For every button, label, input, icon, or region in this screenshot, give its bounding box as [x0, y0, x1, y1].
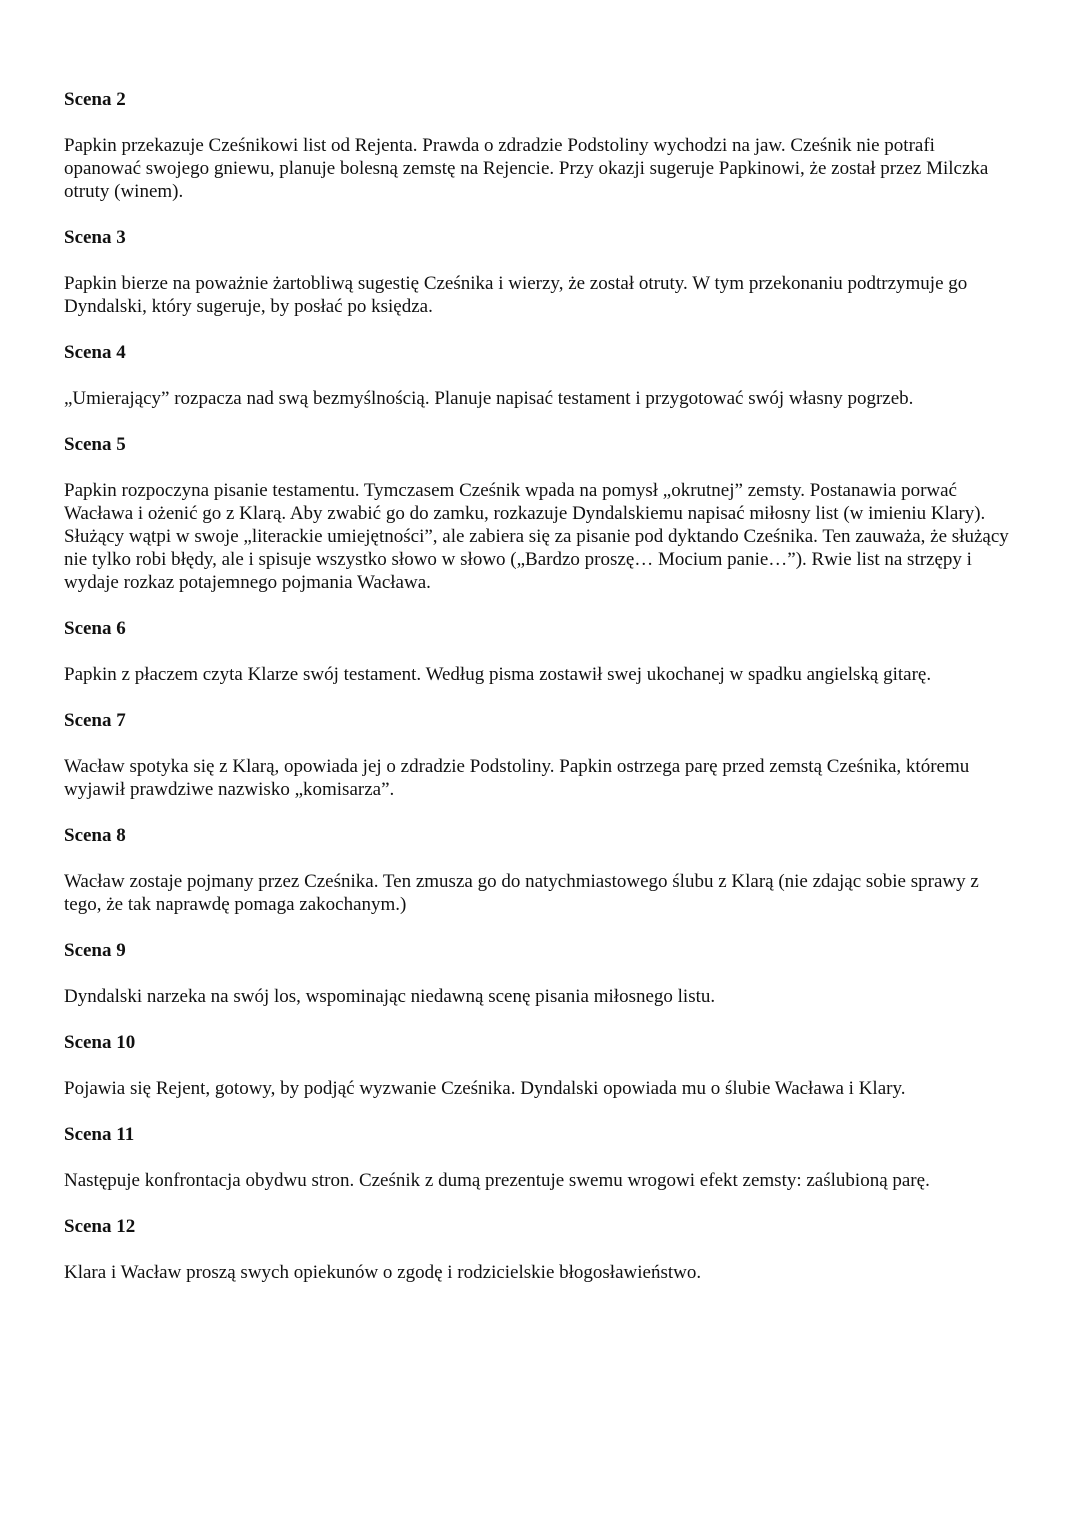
- scene-text: Papkin przekazuje Cześnikowi list od Rejenta. Prawda o zdradzie Podstoliny wychodzi na jaw. Cześnik nie potrafi opanować swojego gniewu, planuje bolesną zemstę na Rejencie. Przy okazji sugeruje Papkinowi, że został przez Milczka otruty (winem).: [64, 135, 989, 202]
- scene-section: [64, 939, 1014, 1008]
- scene-text: Wacław zostaje pojmany przez Cześnika. Ten zmusza go do natychmiastowego ślubu z Klarą (nie zdając sobie sprawy z tego, że tak naprawdę pomaga zakochanym.): [64, 871, 979, 915]
- scene-section: [64, 1031, 1014, 1100]
- scene-text: Klara i Wacław proszą swych opiekunów o zgodę i rodzicielskie błogosławieństwo.: [64, 1262, 702, 1283]
- scene-heading: Scena 9: [64, 940, 126, 961]
- scene-text: Następuje konfrontacja obydwu stron. Cześnik z dumą prezentuje swemu wrogowi efekt zemsty: zaślubioną parę.: [64, 1170, 930, 1191]
- scene-heading: Scena 8: [64, 825, 126, 846]
- scene-text: Wacław spotyka się z Klarą, opowiada jej o zdradzie Podstoliny. Papkin ostrzega parę przed zemstą Cześnika, któremu wyjawił prawdziwe nazwisko „komisarza”.: [64, 756, 970, 800]
- scene-text: Pojawia się Rejent, gotowy, by podjąć wyzwanie Cześnika. Dyndalski opowiada mu o ślubie Wacława i Klary.: [64, 1078, 906, 1099]
- scene-heading: Scena 3: [64, 227, 126, 248]
- scene-section: [64, 709, 1014, 801]
- scene-text: Papkin bierze na poważnie żartobliwą sugestię Cześnika i wierzy, że został otruty. W tym przekonaniu podtrzymuje go Dyndalski, który sugeruje, by posłać po księdza.: [64, 273, 968, 317]
- scene-section: [64, 617, 1014, 686]
- document-page: [64, 88, 1014, 1307]
- scene-text: „Umierający” rozpacza nad swą bezmyślnością. Planuje napisać testament i przygotować swój własny pogrzeb.: [64, 388, 914, 409]
- scene-section: [64, 433, 1014, 594]
- scene-section: [64, 1215, 1014, 1284]
- scene-text: Papkin z płaczem czyta Klarze swój testament. Według pisma zostawił swej ukochanej w spadku angielską gitarę.: [64, 664, 932, 685]
- scene-heading: Scena 5: [64, 434, 126, 455]
- scene-section: [64, 88, 1014, 203]
- scene-section: [64, 1123, 1014, 1192]
- scene-section: [64, 341, 1014, 410]
- scene-heading: Scena 6: [64, 618, 126, 639]
- scene-section: [64, 226, 1014, 318]
- scene-heading: Scena 11: [64, 1124, 135, 1145]
- scene-text: Papkin rozpoczyna pisanie testamentu. Tymczasem Cześnik wpada na pomysł „okrutnej” zemsty. Postanawia porwać Wacława i ożenić go z Klarą. Aby zwabić go do zamku, rozkazuje Dyndalskiemu napisać miłosny list (w imieniu Klary). Służący wątpi w swoje „literackie umiejętności”, ale zabiera się za pisanie pod dyktando Cześnika. Ten zauważa, że służący nie tylko robi błędy, ale i spisuje wszystko słowo w słowo („Bardzo proszę… Mocium panie…”). Rwie list na strzępy i wydaje rozkaz potajemnego pojmania Wacława.: [64, 480, 1009, 593]
- scene-heading: Scena 7: [64, 710, 126, 731]
- scene-section: [64, 824, 1014, 916]
- scene-heading: Scena 2: [64, 89, 126, 110]
- scene-heading: Scena 12: [64, 1216, 136, 1237]
- scene-heading: Scena 4: [64, 342, 126, 363]
- scene-text: Dyndalski narzeka na swój los, wspominając niedawną scenę pisania miłosnego listu.: [64, 986, 716, 1007]
- scene-heading: Scena 10: [64, 1032, 136, 1053]
